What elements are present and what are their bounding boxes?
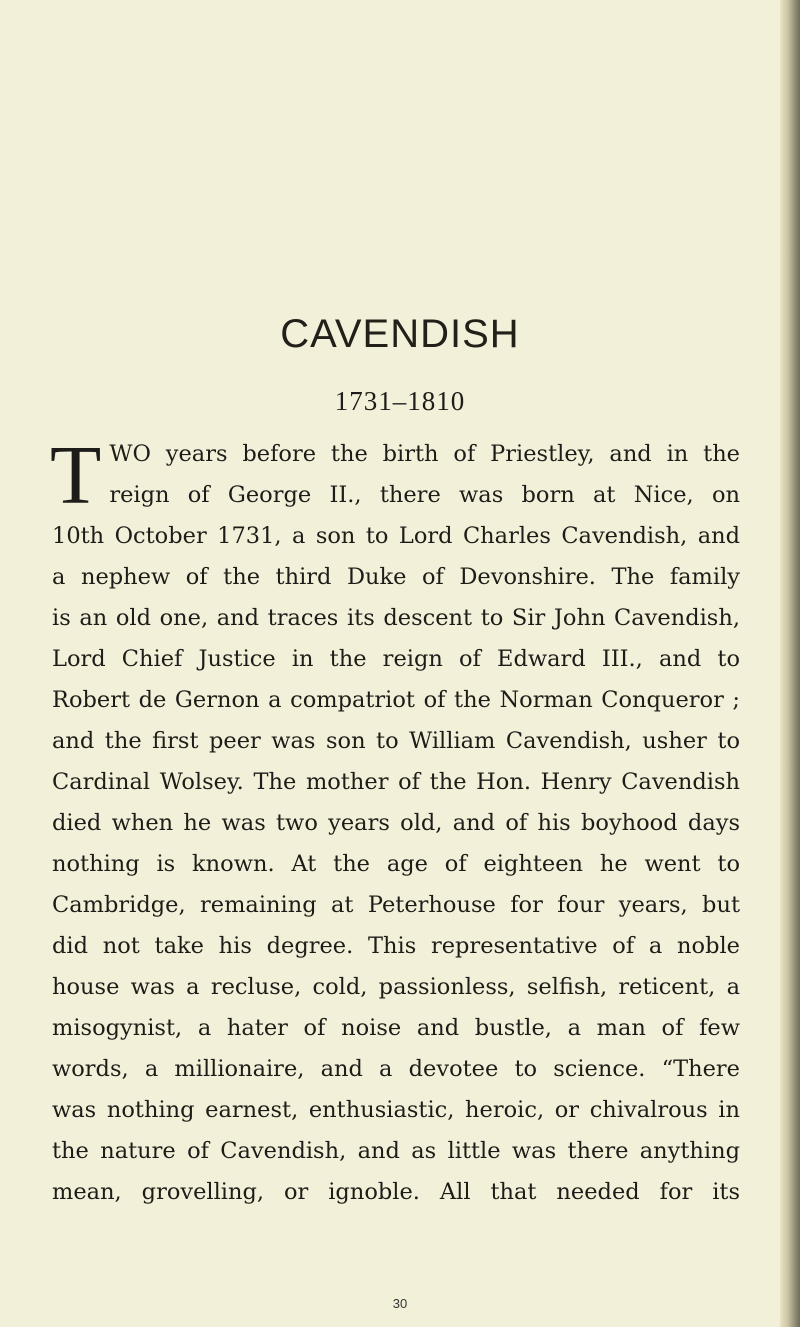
page-edge-shadow xyxy=(780,0,800,1327)
drop-cap: T xyxy=(50,429,102,522)
text-line: is an old one, and traces its descent to Sir John Cavendish, xyxy=(52,605,740,631)
text-line: a nephew of the third Duke of Devonshire. The family xyxy=(52,564,740,590)
text-line: misogynist, a hater of noise and bustle, a man of few xyxy=(52,1015,740,1041)
text-line: and the first peer was son to William Cavendish, usher to xyxy=(52,728,740,754)
text-line: was nothing earnest, enthusiastic, heroic, or chivalrous in xyxy=(52,1097,740,1123)
text-line: words, a millionaire, and a devotee to science. “There xyxy=(52,1056,740,1082)
text-line: the nature of Cavendish, and as little was there anything xyxy=(52,1138,740,1164)
text-line: Robert de Gernon a compatriot of the Norman Conqueror ; xyxy=(52,687,740,713)
page-number: 30 xyxy=(392,1296,408,1311)
chapter-title: CAVENDISH xyxy=(280,312,520,356)
body-text xyxy=(50,429,740,1213)
text-line: Lord Chief Justice in the reign of Edward III., and to xyxy=(52,646,740,672)
text-line: Cardinal Wolsey. The mother of the Hon. Henry Cavendish xyxy=(52,769,740,795)
chapter-dates: 1731–1810 xyxy=(334,386,466,416)
text-line: house was a recluse, cold, passionless, selfish, reticent, a xyxy=(52,974,740,1000)
text-line: WO years before the birth of Priestley, and in the xyxy=(109,441,740,467)
text-line: did not take his degree. This representative of a noble xyxy=(52,933,740,959)
text-line: died when he was two years old, and of his boyhood days xyxy=(52,810,740,836)
text-line: mean, grovelling, or ignoble. All that needed for its xyxy=(52,1179,740,1205)
text-line: reign of George II., there was born at Nice, on xyxy=(109,482,740,508)
text-line: nothing is known. At the age of eighteen he went to xyxy=(52,851,740,877)
text-line: Cambridge, remaining at Peterhouse for four years, but xyxy=(52,892,740,918)
text-line: 10th October 1731, a son to Lord Charles Cavendish, and xyxy=(52,523,740,549)
